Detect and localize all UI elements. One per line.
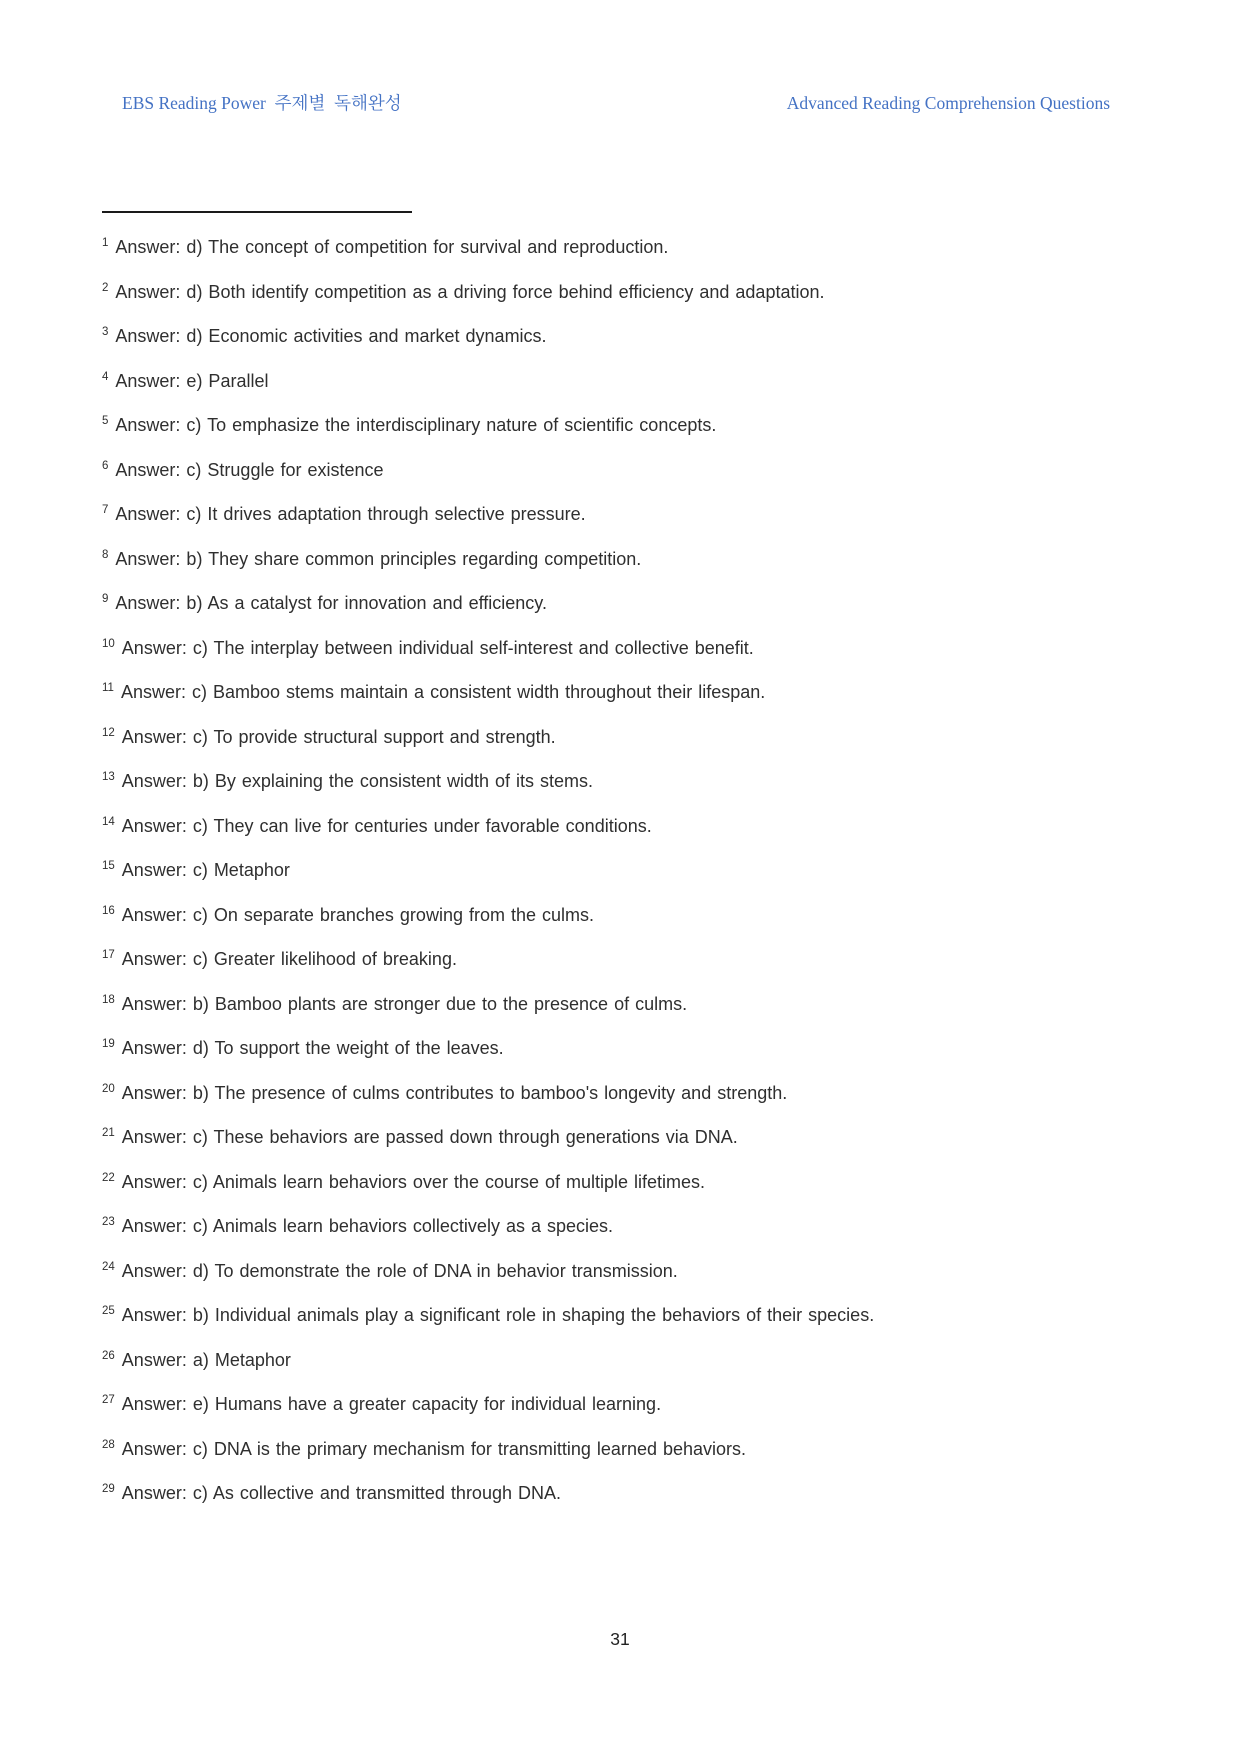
footnote-number: 7 — [102, 504, 109, 516]
answer-item — [102, 361, 1140, 406]
footnote-number: 26 — [102, 1349, 115, 1362]
answer-item — [102, 405, 1140, 450]
answer-text: Answer: b) They share common principles regarding competition. — [115, 548, 642, 569]
footnote-number: 8 — [102, 548, 109, 561]
answer-text: Answer: c) Metaphor — [121, 860, 290, 880]
footnote-number: 13 — [102, 771, 115, 783]
answer-item — [102, 1251, 1140, 1296]
page-header — [122, 90, 1110, 115]
answer-item — [102, 761, 1140, 806]
answer-text: Answer: c) As collective and transmitted through DNA. — [121, 1483, 561, 1503]
answer-text: Answer: c) It drives adaptation through selective pressure. — [115, 504, 586, 524]
footnote-number: 14 — [102, 815, 115, 828]
answer-text: Answer: b) Bamboo plants are stronger due to the presence of culms. — [121, 993, 688, 1014]
footnote-number: 18 — [102, 993, 115, 1006]
answer-item — [102, 494, 1140, 539]
footnote-number: 19 — [102, 1038, 115, 1050]
answer-text: Answer: d) Both identify competition as a driving force behind efficiency and adaptation. — [115, 281, 825, 302]
answer-item — [102, 850, 1140, 895]
answer-text: Answer: c) DNA is the primary mechanism for transmitting learned behaviors. — [121, 1438, 747, 1459]
answer-text: Answer: c) Struggle for existence — [115, 459, 384, 480]
answer-text: Answer: c) They can live for centuries under favorable conditions. — [121, 815, 652, 836]
footnote-number: 28 — [102, 1438, 115, 1451]
answer-item — [102, 1384, 1140, 1429]
answer-item — [102, 1429, 1140, 1474]
footnote-number: 6 — [102, 459, 109, 472]
footnote-number: 16 — [102, 904, 115, 917]
header-right-title: Advanced Reading Comprehension Questions — [786, 93, 1110, 113]
answer-text: Answer: c) Greater likelihood of breaking. — [121, 949, 457, 969]
answer-text: Answer: b) By explaining the consistent width of its stems. — [121, 771, 594, 791]
answer-text: Answer: c) Animals learn behaviors over the course of multiple lifetimes. — [121, 1171, 706, 1192]
footnote-number: 17 — [102, 949, 115, 961]
answer-item — [102, 583, 1140, 628]
footnote-number: 12 — [102, 726, 115, 739]
answer-item — [102, 1028, 1140, 1073]
footnote-number: 10 — [102, 637, 115, 650]
answer-item — [102, 939, 1140, 984]
answer-item — [102, 984, 1140, 1029]
answer-item — [102, 628, 1140, 673]
footnote-number: 9 — [102, 593, 109, 605]
answer-item — [102, 272, 1140, 317]
answer-text: Answer: e) Parallel — [115, 370, 269, 391]
answer-item — [102, 450, 1140, 495]
page-number: 31 — [610, 1629, 630, 1649]
answer-item — [102, 717, 1140, 762]
answer-item — [102, 1473, 1140, 1518]
footnote-number: 29 — [102, 1483, 115, 1495]
answer-item — [102, 672, 1140, 717]
answer-text: Answer: e) Humans have a greater capacity for individual learning. — [121, 1394, 662, 1414]
answer-text: Answer: b) Individual animals play a significant role in shaping the behaviors of their species. — [121, 1305, 875, 1325]
answer-text: Answer: d) To support the weight of the leaves. — [121, 1038, 504, 1058]
answer-text: Answer: b) As a catalyst for innovation and efficiency. — [115, 593, 547, 613]
footnote-number: 11 — [102, 682, 114, 694]
answer-item — [102, 806, 1140, 851]
answer-text: Answer: c) Animals learn behaviors collectively as a species. — [121, 1216, 614, 1236]
header-left-title: EBS Reading Power 주제별 독해완성 — [122, 93, 402, 113]
answer-text: Answer: c) The interplay between individual self-interest and collective benefit. — [121, 637, 754, 658]
footnote-number: 20 — [102, 1082, 115, 1095]
footnote-number: 3 — [102, 326, 109, 338]
answer-item — [102, 1162, 1140, 1207]
answer-text: Answer: c) To provide structural support and strength. — [121, 726, 556, 747]
footnote-number: 15 — [102, 860, 115, 872]
footnote-number: 1 — [102, 237, 109, 249]
footnote-number: 27 — [102, 1394, 115, 1406]
footnote-number: 2 — [102, 281, 109, 294]
answer-text: Answer: c) To emphasize the interdisciplinary nature of scientific concepts. — [115, 415, 717, 435]
footnote-separator — [102, 211, 412, 213]
answer-item — [102, 1073, 1140, 1118]
answer-item — [102, 1295, 1140, 1340]
answer-text: Answer: a) Metaphor — [121, 1349, 291, 1370]
answer-text: Answer: d) The concept of competition for survival and reproduction. — [115, 237, 669, 257]
answer-item — [102, 316, 1140, 361]
answer-item — [102, 227, 1140, 272]
answer-item — [102, 1206, 1140, 1251]
footnote-number: 21 — [102, 1127, 115, 1139]
answer-text: Answer: c) Bamboo stems maintain a consistent width throughout their lifespan. — [120, 682, 766, 702]
footnote-number: 24 — [102, 1260, 115, 1273]
answer-text: Answer: d) To demonstrate the role of DNA in behavior transmission. — [121, 1260, 678, 1281]
answer-text: Answer: c) On separate branches growing from the culms. — [121, 904, 594, 925]
footnote-number: 5 — [102, 415, 109, 427]
answer-text: Answer: b) The presence of culms contributes to bamboo's longevity and strength. — [121, 1082, 788, 1103]
answer-item — [102, 1117, 1140, 1162]
answer-item — [102, 895, 1140, 940]
footnote-number: 23 — [102, 1216, 115, 1228]
answer-item — [102, 539, 1140, 584]
footnote-number: 25 — [102, 1305, 115, 1317]
answers-list — [102, 227, 1140, 1518]
answer-text: Answer: c) These behaviors are passed down through generations via DNA. — [121, 1127, 738, 1147]
footnote-number: 22 — [102, 1171, 115, 1184]
answer-item — [102, 1340, 1140, 1385]
answer-text: Answer: d) Economic activities and market dynamics. — [115, 326, 547, 346]
footnote-number: 4 — [102, 370, 109, 383]
